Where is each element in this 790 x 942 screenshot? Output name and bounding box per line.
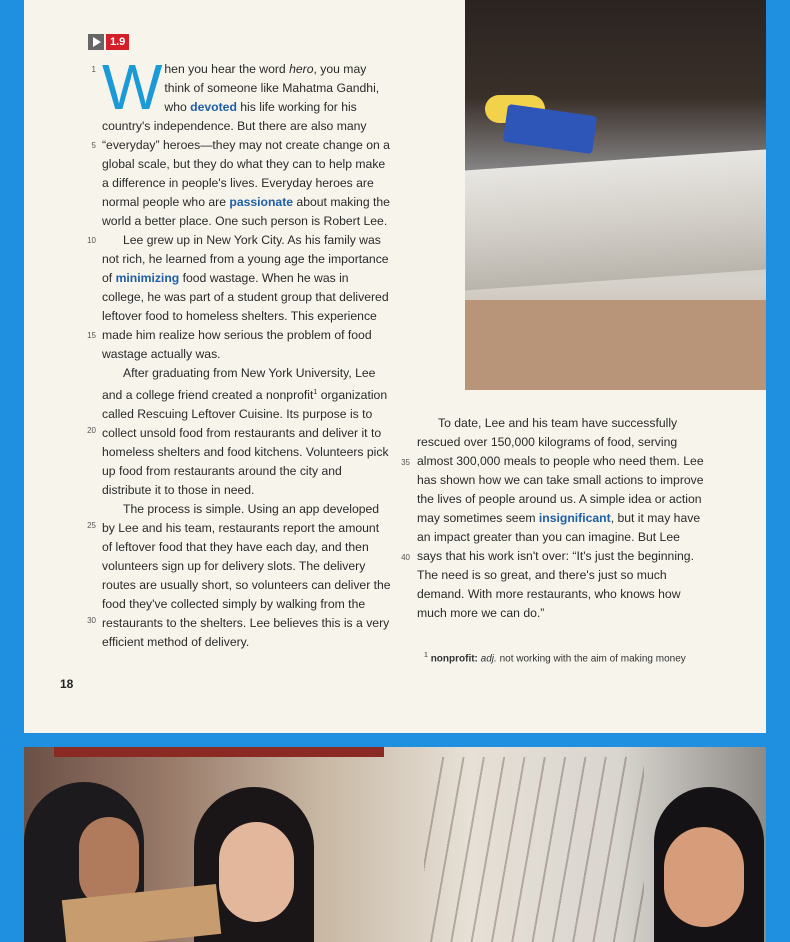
footnote-marker: 1 [313, 389, 318, 396]
text: his life working for his country's independence. But there are also many “everyday” heroes—they may not create change on a global scale, but they do what they can to help make a difference in people's lives. Everyday heroes are normal people who are [102, 100, 390, 209]
text: organization called Rescuing Leftover Cuisine. Its purpose is to collect unsold food from restaurants and deliver it to homeless shelters and food kitchens. Volunteers pick up food from restaurants around the city and distribute it to those in need. [102, 388, 389, 498]
photo-detail [503, 104, 597, 154]
paragraph-4: The process is simple. Using an app developed by Lee and his team, restaurants report the amount of leftover food that they have each day, and then volunteers sign up for delivery slots. The delivery routes are usually short, so volunteers can deliver the food they've collected simply by walking from the restaurants to the shelters. Lee believes this is a very efficient method of delivery. [102, 502, 391, 650]
line-number: 20 [87, 426, 96, 435]
footnote-term: nonprofit: [430, 653, 478, 665]
textbook-page [24, 0, 766, 733]
text: , but it may have an impact greater than you can imagine. But Lee says that his work isn't over: “It's just the beginning. The need is so great, and there's just so much demand. With more restaurants, who knows how much more we can do.” [417, 511, 701, 620]
text: food wastage. When he was in college, he was part of a student group that delivered leftover food to homeless shelters. This experience made him realize how serious the problem of food wastage actually was. [102, 271, 389, 361]
foil-tray [465, 149, 766, 291]
paragraph-2 [102, 231, 392, 364]
line-number: 1 [91, 65, 96, 74]
paragraph-5 [417, 414, 707, 623]
vocab-word: insignificant [538, 511, 611, 525]
footnote-definition: not working with the aim of making money [496, 653, 686, 665]
text: Lee grew up in New York City. As his family was not rich, he learned from a young age the importance of [102, 233, 389, 285]
line-number: 30 [87, 616, 96, 625]
footnote-marker: 1 [424, 652, 428, 659]
italic-word: hero [289, 62, 314, 76]
paragraph-3 [102, 364, 392, 500]
vocab-word: minimizing [115, 271, 180, 285]
text: about making the world a better place. One such person is Robert Lee. [102, 195, 390, 228]
play-icon[interactable] [88, 34, 104, 50]
text: , you may think of someone like Mahatma Gandhi, who [164, 62, 380, 114]
line-number: 15 [87, 331, 96, 340]
person-face [664, 827, 744, 927]
line-number: 5 [91, 141, 96, 150]
text: hen you hear the word [164, 62, 290, 76]
vocab-word: passionate [229, 195, 294, 209]
background-trees [424, 757, 644, 942]
track-number: 1.9 [106, 34, 129, 50]
text: After graduating from New York University, Lee and a college friend created a nonprofit [102, 366, 376, 403]
vocab-word: devoted [190, 100, 237, 114]
line-number: 25 [87, 521, 96, 530]
line-number: 10 [87, 236, 96, 245]
cardboard-box [465, 300, 766, 390]
person-face [219, 822, 294, 922]
audio-track-badge[interactable] [88, 34, 129, 50]
line-number: 35 [401, 458, 410, 467]
drop-cap: W [102, 51, 163, 123]
article-column-left [102, 51, 392, 652]
volunteers-photo [24, 747, 766, 942]
text: To date, Lee and his team have successfully rescued over 150,000 kilograms of food, serving almost 300,000 meals to people who need them. Lee has shown how we can take small actions to improve the lives of people around us. A simple idea or action may sometimes seem [417, 416, 704, 525]
paragraph-1 [102, 51, 392, 231]
page-number: 18 [60, 677, 74, 691]
article-column-right [417, 414, 707, 623]
part-of-speech: adj. [480, 653, 497, 665]
line-number: 40 [401, 553, 410, 562]
footnote [424, 652, 686, 664]
food-tray-photo [465, 0, 766, 390]
